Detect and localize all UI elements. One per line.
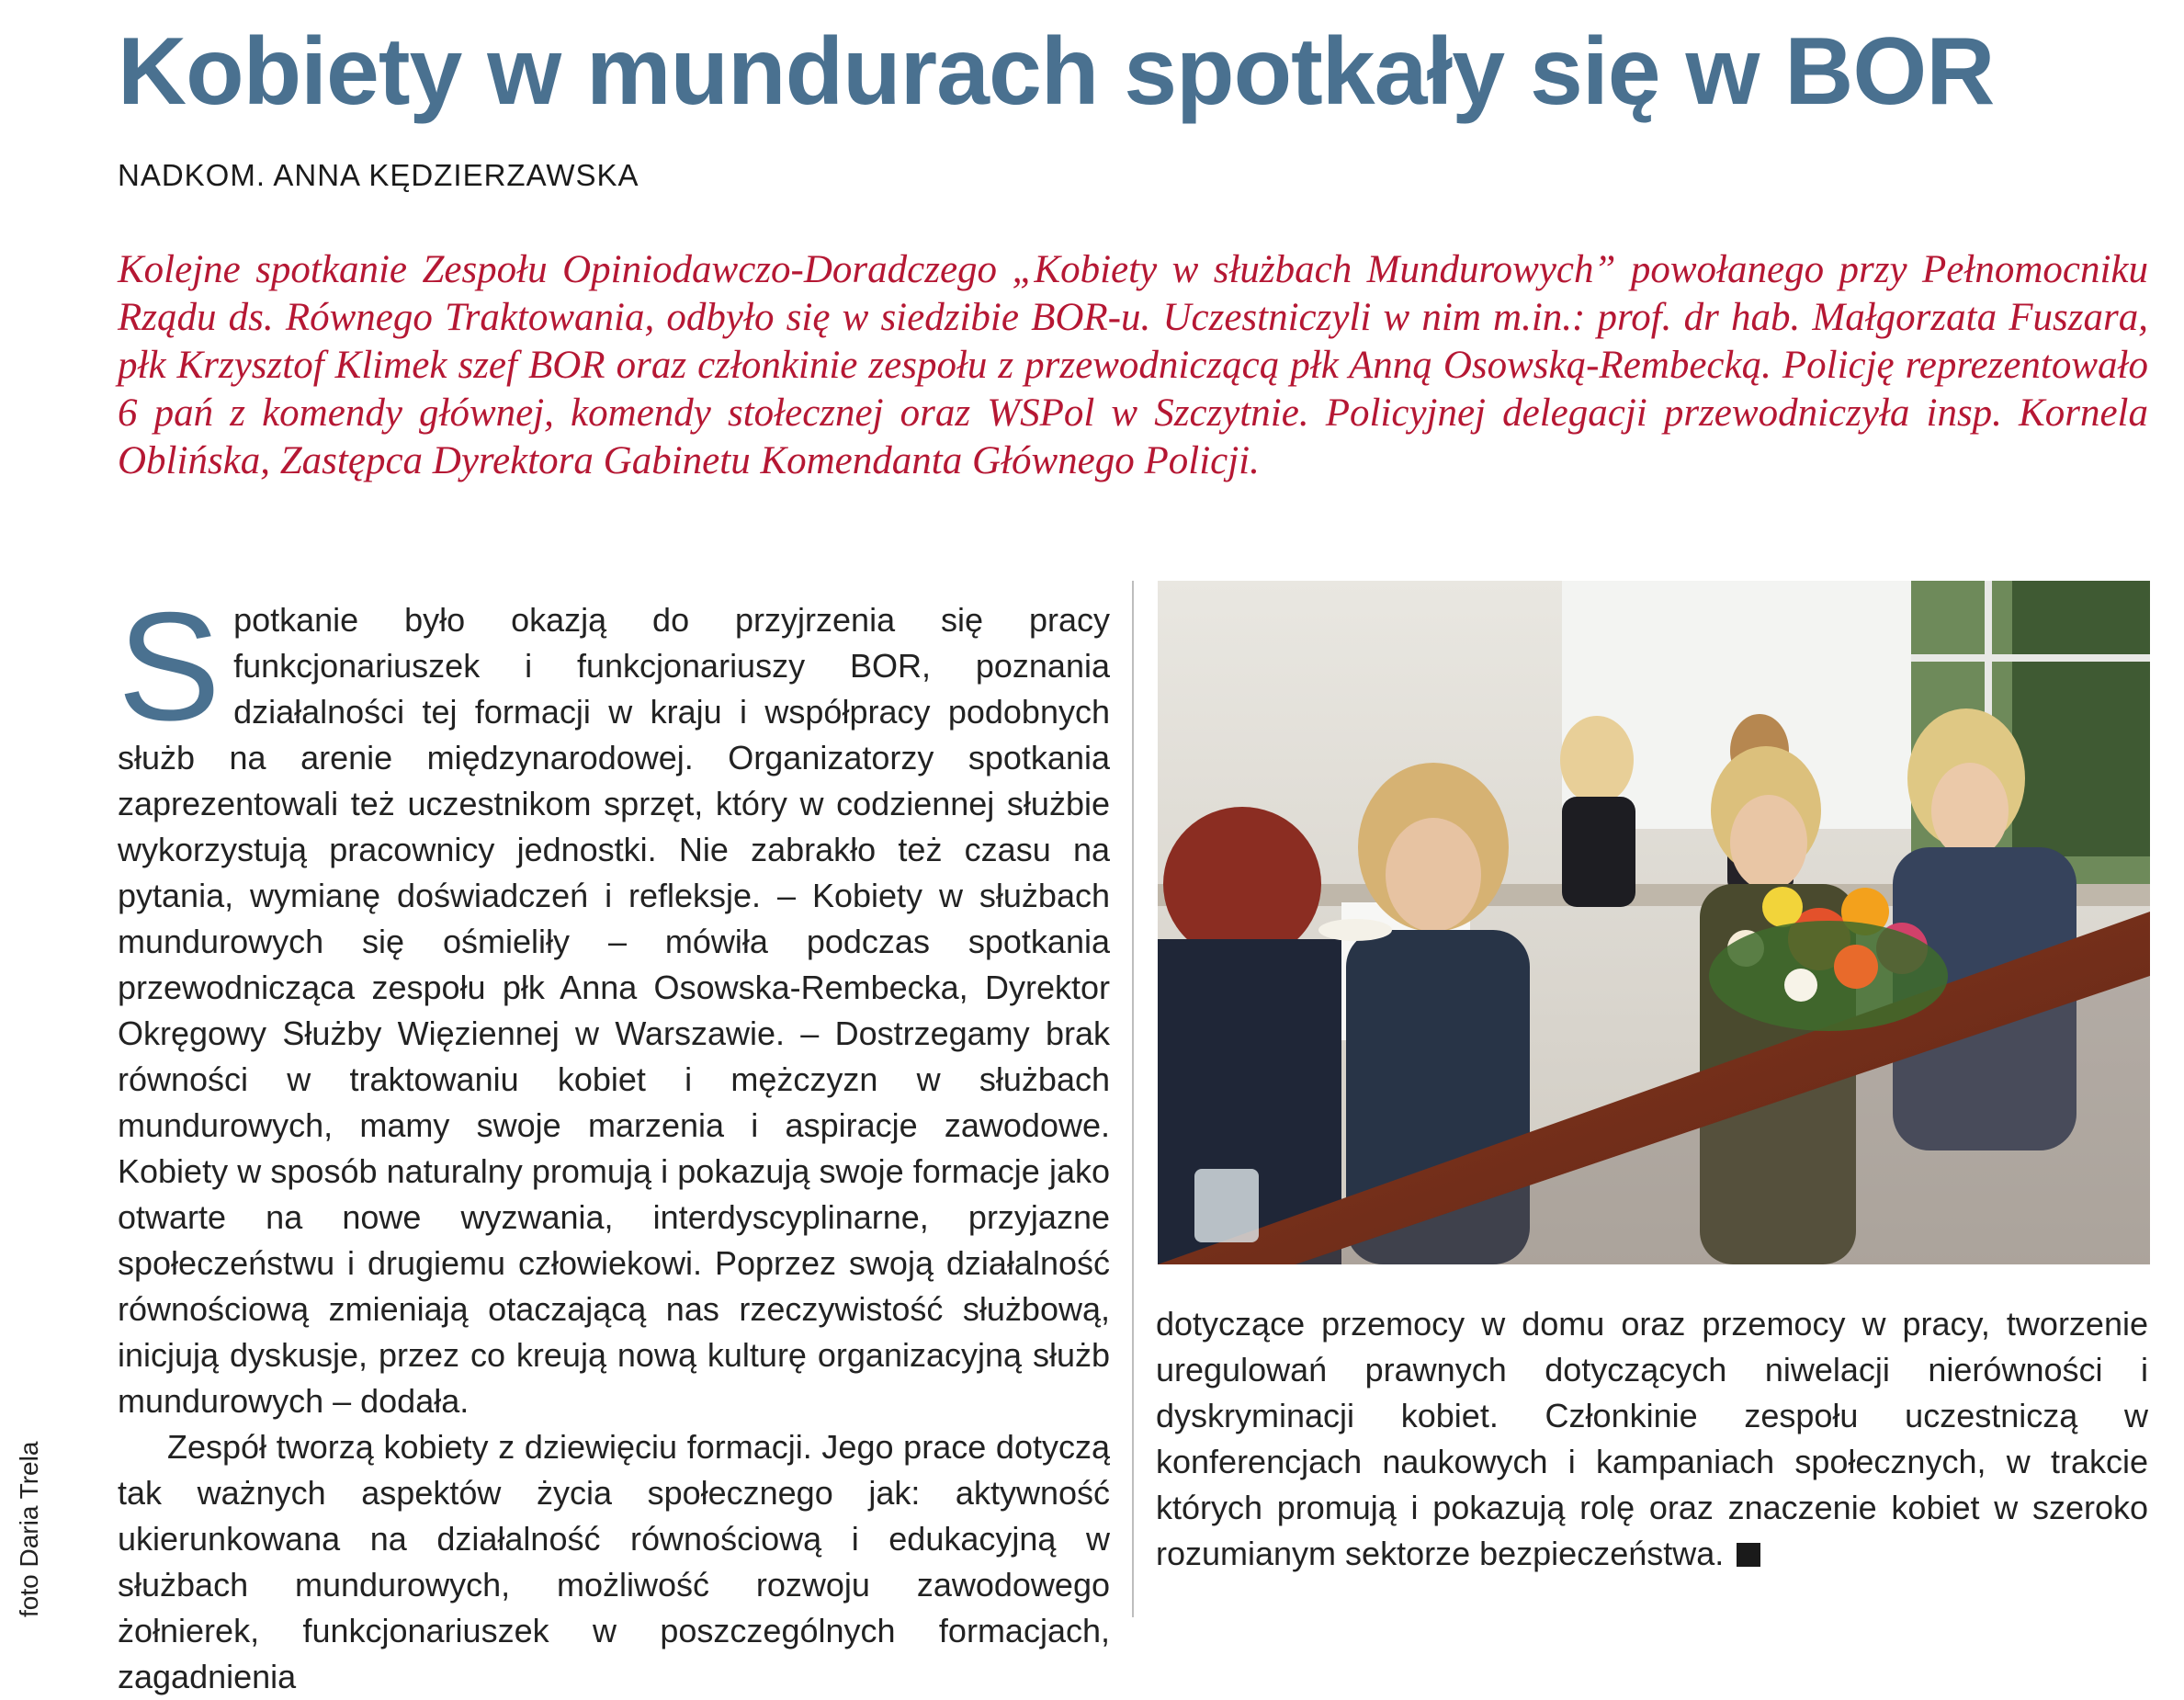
article-author: NADKOM. ANNA KĘDZIERZAWSKA [118,158,639,192]
right-column [1156,1301,2148,1577]
body-paragraph-2-right [1156,1301,2148,1577]
end-of-article-mark [1737,1543,1760,1567]
column-divider [1132,581,1134,1617]
lead-paragraph: Kolejne spotkanie Zespołu Opiniodawczo-Doradczego „Kobiety w służbach Mundurowych” powołanego przy Pełnomocniku Rządu ds. Równego Traktowania, odbyło się w siedzibie BOR-u. Uczestniczyli w nim m.in.: prof. dr hab. Małgorzata Fuszara, płk Krzysztof Klimek szef BOR oraz członkinie zespołu z przewodniczącą płk Anną Osowską-Rembecką. Policję reprezentowało 6 pań z komendy głównej, komendy stołecznej oraz WSPol w Szczytnie. Policyjnej delegacji przewodniczyła insp. Kornela Oblińska, Zastępca Dyrektora Gabinetu Komendanta Głównego Policji. [118,248,2148,482]
photo-credit: foto Daria Trela [15,1441,43,1617]
meeting-photo-illustration [1158,581,2150,1264]
drop-cap: S [118,580,221,753]
body-paragraph-1 [118,580,1110,1424]
meeting-photo [1158,581,2150,1264]
article-lead [118,246,2148,485]
left-column [118,580,1110,1700]
body-paragraph-2-right-text: dotyczące przemocy w domu oraz przemocy w pracy, tworzenie uregulowań prawnych dotyczących niwelacji nierówności i dyskryminacji kobiet. Członkinie zespołu uczestniczą w konferencjach naukowych i kampaniach społecznych, w trakcie których promują i pokazują rolę oraz znaczenie kobiet w szeroko rozumianym sektorze bezpieczeństwa. [1156,1305,2148,1572]
body-paragraph-2-left: Zespół tworzą kobiety z dziewięciu formacji. Jego prace dotyczą tak ważnych aspektów życia społecznego jak: aktywność ukierunkowana na działalność równościową i edukacyjną w służbach mundurowych, możliwość rozwoju zawodowego żołnierek, funkcjonariuszek w poszczególnych formacjach, zagadnienia [118,1428,1110,1695]
article-title: Kobiety w mundurach spotkały się w BOR [118,18,1995,125]
body-paragraph-1-text: potkanie było okazją do przyjrzenia się pracy funkcjonariuszek i funkcjonariuszy BOR, poznania działalności tej formacji w kraju i współpracy podobnych służb na arenie międzynarodowej. Organizatorzy spotkania zaprezentowali też uczestnikom sprzęt, który w codziennej służbie wykorzystują pracownicy jednostki. Nie zabrakło też czasu na pytania, wymianę doświadczeń i refleksje. – Kobiety w służbach mundurowych się ośmieliły – mówiła podczas spotkania przewodnicząca zespołu płk Anna Osowska-Rembecka, Dyrektor Okręgowy Służby Więziennej w Warszawie. – Dostrzegamy brak równości w traktowaniu kobiet i mężczyzn w służbach mundurowych, mamy swoje marzenia i aspiracje zawodowe. Kobiety w sposób naturalny promują i pokazują swoje formacje jako otwarte na nowe wyzwania, interdyscyplinarne, przyjazne społeczeństwu i drugiemu człowiekowi. Poprzez swoją działalność równościową zmieniają otaczającą nas rzeczywistość służbową, inicjują dyskusje, przez co kreują nową kulturę organizacyjną służb mundurowych – dodała. [118,601,1110,1420]
